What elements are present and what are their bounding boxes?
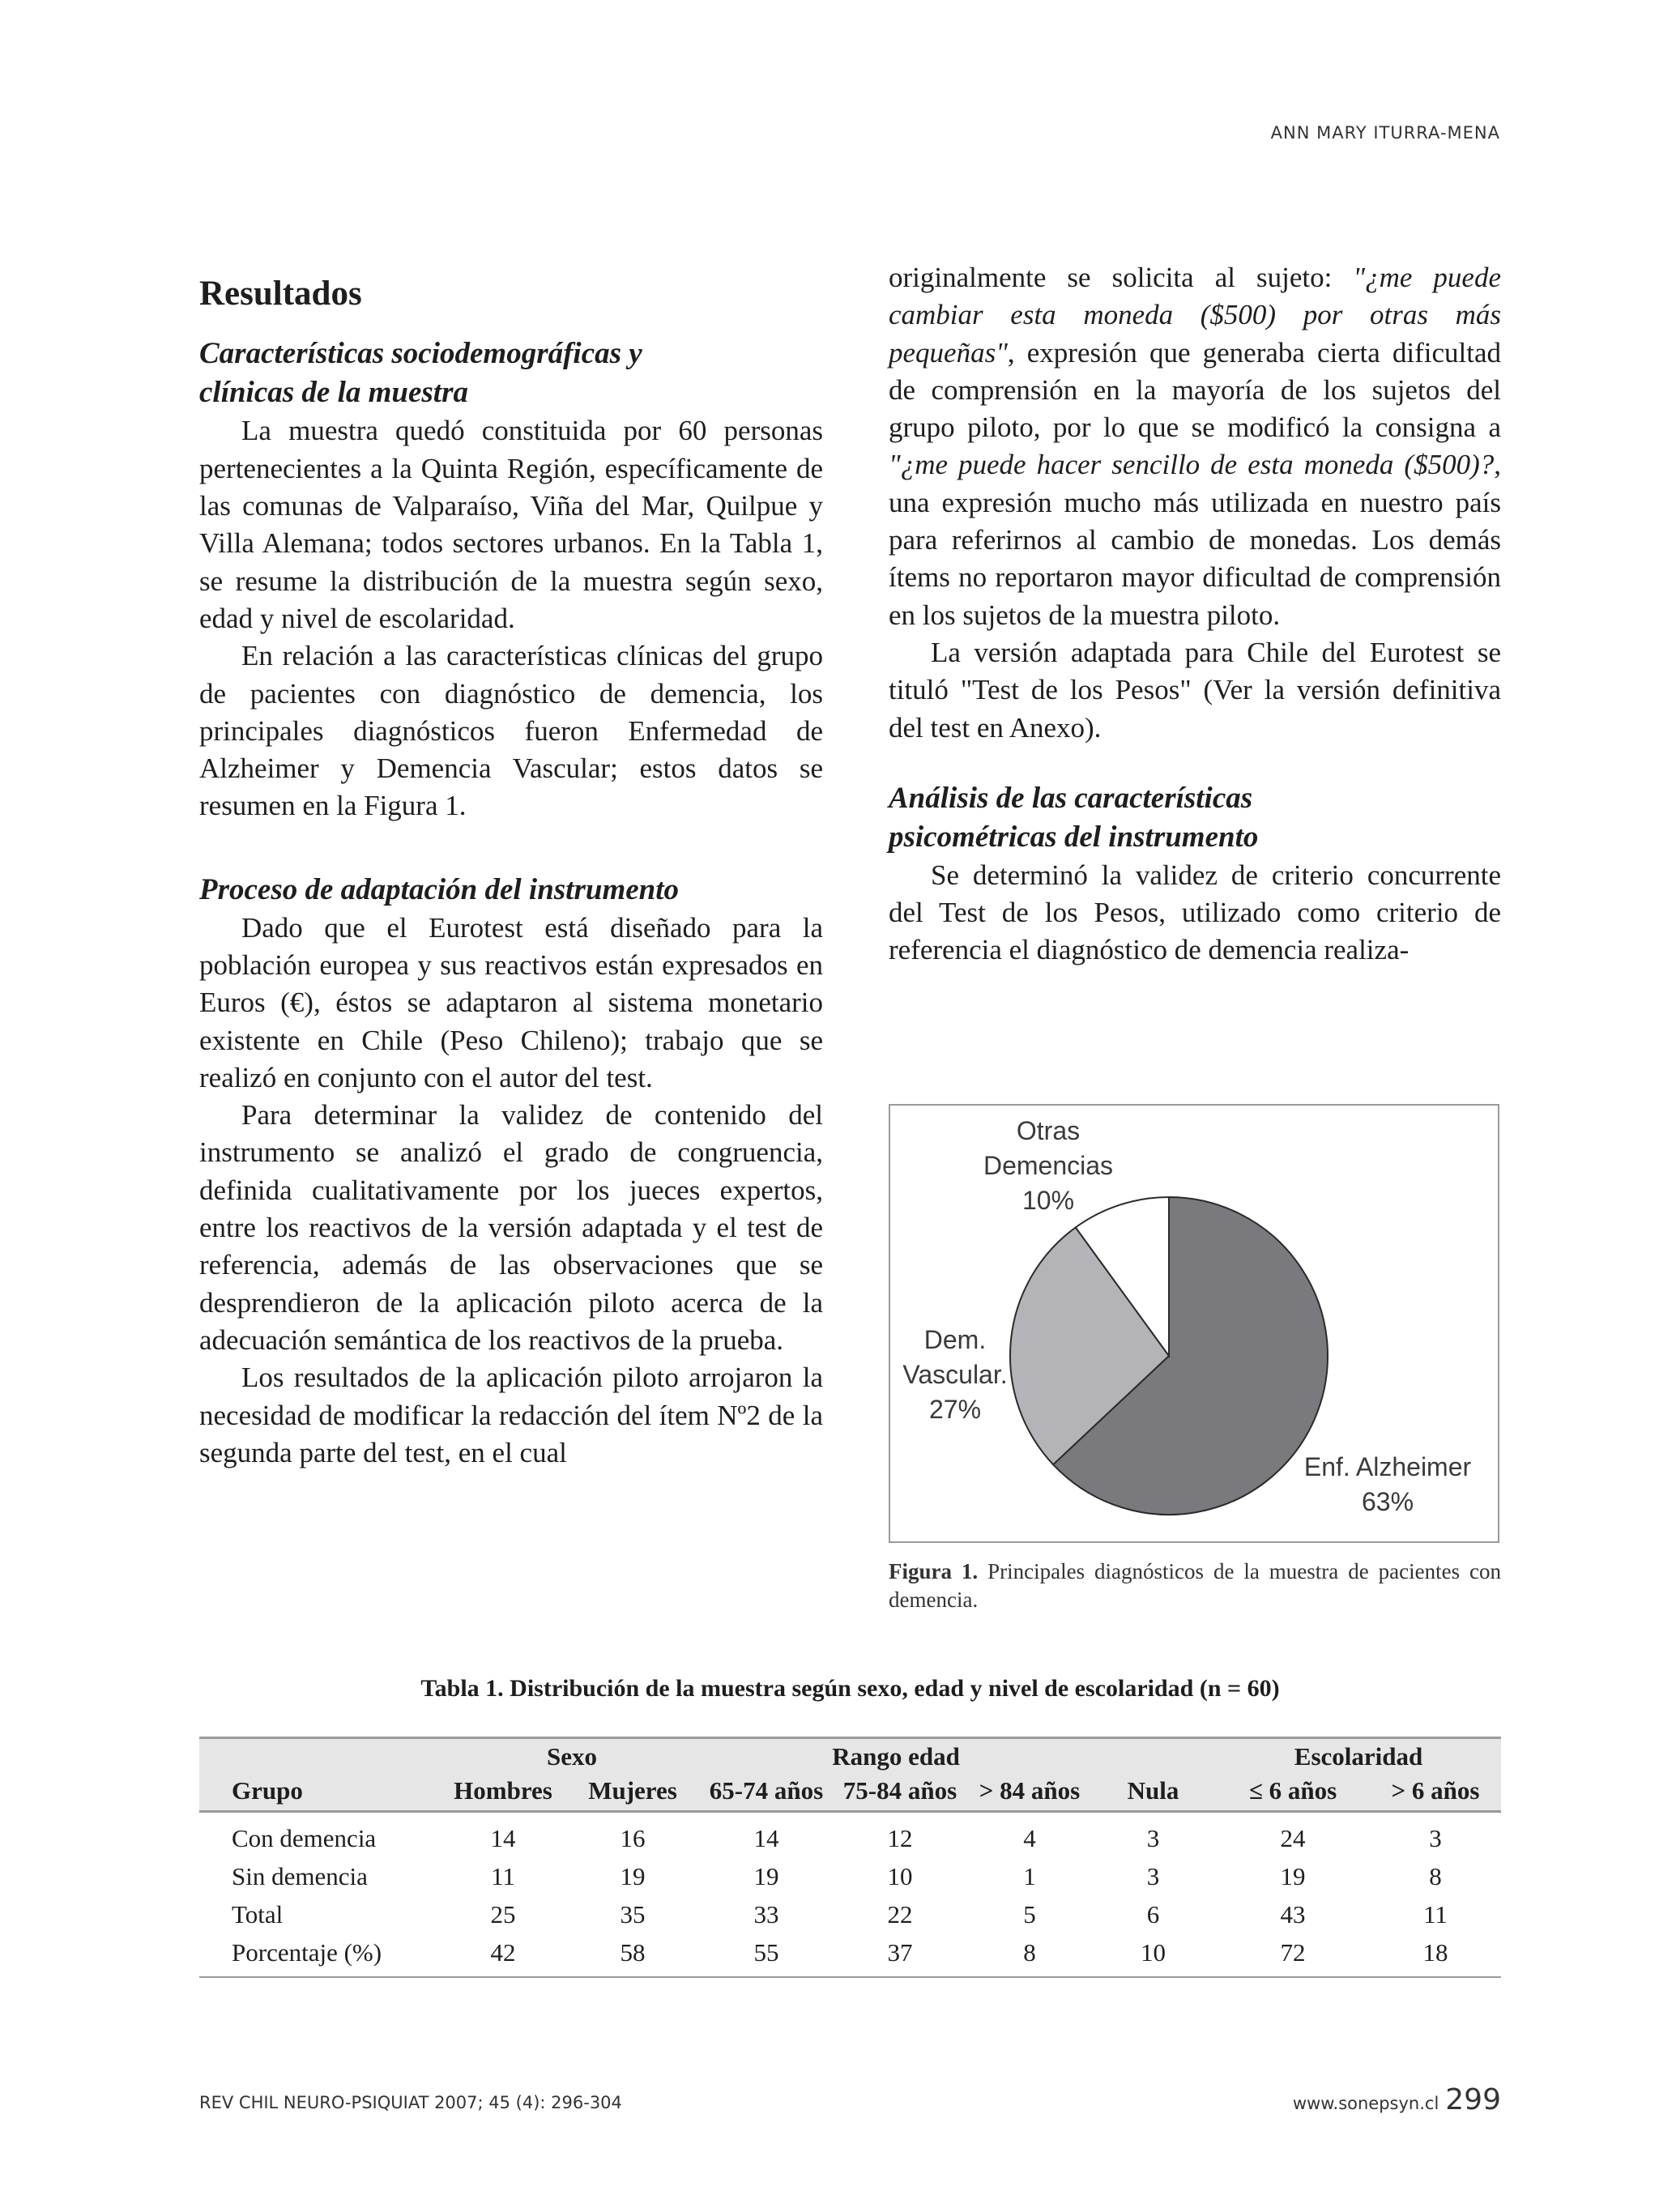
column-header: 65-74 años <box>702 1771 831 1812</box>
table-row <box>199 1812 1501 1858</box>
table-cell: 3 <box>1146 1823 1160 1852</box>
table-cell: 58 <box>564 1933 702 1977</box>
table-cell: 72 <box>1216 1933 1370 1977</box>
column-header: > 6 años <box>1370 1771 1501 1812</box>
pie-label-line: Enf. Alzheimer <box>1303 1452 1472 1481</box>
table-cell: 10 <box>1090 1933 1216 1977</box>
figure-caption-text: Principales diagnósticos de la muestra de pacientes con demencia. <box>889 1559 1501 1612</box>
paragraph: La versión adaptada para Chile del Eurotest se tituló "Test de los Pesos" (Ver la versión definitiva del test en Anexo). <box>889 636 1501 744</box>
table-row <box>199 1895 1501 1933</box>
text-run: originalmente se solicita al sujeto: <box>889 262 1354 293</box>
column-header: 75-84 años <box>831 1771 969 1812</box>
table-cell: 4 <box>1023 1823 1036 1852</box>
journal-citation: REV CHIL NEURO-PSIQUIAT 2007; 45 (4): 296-304 <box>199 2093 622 2112</box>
pie-chart-figure <box>889 1104 1499 1543</box>
table-cell: 16 <box>620 1823 646 1852</box>
table-cell: 55 <box>702 1933 831 1977</box>
table-cell: 3 <box>1146 1861 1160 1890</box>
table-cell: 14 <box>490 1823 516 1852</box>
pie-slice-label <box>902 1325 1007 1424</box>
subheading-line: Características sociodemográficas y <box>199 337 642 371</box>
table-cell: 14 <box>753 1823 779 1852</box>
table-cell: 11 <box>1423 1899 1448 1929</box>
figure-label: Figura 1. <box>889 1559 979 1583</box>
table-cell: 11 <box>491 1861 515 1890</box>
paragraph: La muestra quedó constituida por 60 personas pertenecientes a la Quinta Región, específicamente de las comunas de Valparaíso, Viña del Mar, Quilpue y Villa Alemana; todos sectores urbanos. En la Tabla 1, se resume la distribución de la muestra según sexo, edad y nivel de escolaridad. <box>199 415 823 634</box>
table-span-header-row <box>199 1738 1501 1772</box>
quoted-phrase: "¿me puede cambiar esta moneda ($500) por otras más pequeñas" <box>889 262 1502 369</box>
data-table <box>199 1737 1501 1978</box>
table-cell: 35 <box>620 1899 646 1929</box>
column-header: Hombres <box>442 1771 564 1812</box>
header-grupo: Grupo <box>199 1771 442 1812</box>
header-span-escolaridad: Escolaridad <box>1216 1738 1501 1772</box>
pie-label-line: 63% <box>1361 1487 1414 1516</box>
table-cell: 22 <box>887 1899 913 1929</box>
column-header: > 84 años <box>969 1771 1090 1812</box>
table-row <box>199 1933 1501 1977</box>
table-cell: 8 <box>1429 1861 1442 1890</box>
row-label: Con demencia <box>232 1823 377 1852</box>
table-cell: 8 <box>969 1933 1090 1977</box>
text-run: , expresión que generaba cierta dificultad de comprensión en la mayoría de los sujetos del grupo piloto, por lo que se modificó la consigna a <box>889 336 1501 444</box>
footer-right <box>1215 2083 1501 2116</box>
subheading-psychometrics <box>889 779 1501 857</box>
pie-chart <box>890 1106 1498 1541</box>
table-cell: 18 <box>1370 1933 1501 1977</box>
column-header: ≤ 6 años <box>1216 1771 1370 1812</box>
table-cell: 43 <box>1280 1899 1306 1929</box>
paragraph <box>889 259 1501 634</box>
table-cell: 5 <box>1023 1899 1036 1929</box>
row-label: Porcentaje (%) <box>199 1933 442 1977</box>
paragraph: Para determinar la validez de contenido del instrumento se analizó el grado de congruencia, definida cualitativamente por los jueces expertos, entre los reactivos de la versión adaptada y el test de referencia, además de las observaciones que se desprendieron de la aplicación piloto acerca de la adecuación semántica de los reactivos de la prueba. <box>199 1099 823 1356</box>
table-title: Tabla 1. Distribución de la muestra según sexo, edad y nivel de escolaridad (n = 60) <box>420 1675 1280 1702</box>
pie-label-line: Demencias <box>983 1151 1114 1180</box>
page-number: 299 <box>1445 2083 1501 2116</box>
journal-url: www.sonepsyn.cl <box>1292 2094 1439 2113</box>
quoted-phrase: "¿me puede hacer sencillo de esta moneda ($500)? <box>889 449 1495 481</box>
paragraph: En relación a las características clínicas del grupo de pacientes con diagnóstico de demencia, los principales diagnósticos fueron Enfermedad de Alzheimer y Demencia Vascular; estos datos se resumen en la Figura 1. <box>199 640 823 822</box>
paragraph: Los resultados de la aplicación piloto arrojaron la necesidad de modificar la redacción del ítem Nº2 de la segunda parte del test, en el cual <box>199 1362 823 1468</box>
table-cell: 24 <box>1280 1823 1306 1852</box>
right-column <box>889 259 1501 970</box>
running-head: ANN MARY ITURRA-MENA <box>1270 123 1500 143</box>
paragraph: Se determinó la validez de criterio concurrente del Test de los Pesos, utilizado como criterio de referencia el diagnóstico de demencia realiza- <box>889 859 1501 966</box>
table-cell: 3 <box>1429 1823 1442 1852</box>
pie-label-line: 27% <box>928 1395 982 1424</box>
table-cell: 19 <box>753 1861 779 1890</box>
column-header: Mujeres <box>564 1771 702 1812</box>
table-cell: 19 <box>1280 1861 1306 1890</box>
table-cell: 1 <box>1023 1861 1036 1890</box>
table-cell: 42 <box>442 1933 564 1977</box>
header-span-rango-edad: Rango edad <box>702 1738 1090 1772</box>
table-cell: 12 <box>887 1823 913 1852</box>
table-cell: 19 <box>620 1861 646 1890</box>
pie-label-line: 10% <box>1021 1186 1075 1215</box>
table-column-header-row <box>199 1771 1501 1812</box>
subheading-line: clínicas de la muestra <box>199 376 468 410</box>
table-row <box>199 1857 1501 1895</box>
pie-label-line: Otras <box>1016 1116 1081 1145</box>
paragraph: Dado que el Eurotest está diseñado para la población europea y sus reactivos están expresados en Euros (€), éstos se adaptaron al sistema monetario existente en Chile (Peso Chileno); trabajo que se realizó en conjunto con el autor del test. <box>199 911 823 1093</box>
section-title: Resultados <box>199 275 362 313</box>
subheading-line: Análisis de las características <box>889 781 1253 815</box>
table-cell: 25 <box>490 1899 516 1929</box>
table-cell: 10 <box>887 1861 913 1890</box>
column-header: Nula <box>1090 1771 1216 1812</box>
header-span-sexo: Sexo <box>442 1738 702 1772</box>
pie-slice-label <box>1304 1452 1472 1516</box>
text-run: , una expresión mucho más utilizada en nuestro país para referirnos al cambio de monedas. Los demás ítems no reportaron mayor dificultad de comprensión en los sujetos de la muestra piloto. <box>889 449 1501 631</box>
subheading-line: psicométricas del instrumento <box>889 820 1259 854</box>
pie-label-line: Vascular. <box>902 1360 1008 1389</box>
table-cell: 33 <box>753 1899 779 1929</box>
table-cell: 6 <box>1146 1899 1160 1929</box>
row-label: Sin demencia <box>232 1861 368 1890</box>
subheading-sociodemographic <box>199 335 823 412</box>
pie-slice-label <box>983 1116 1113 1215</box>
figure-caption <box>889 1558 1501 1614</box>
subheading-adaptation: Proceso de adaptación del instrumento <box>199 872 679 906</box>
pie-label-line: Dem. <box>923 1325 987 1354</box>
left-column <box>199 259 823 1472</box>
row-label: Total <box>232 1899 284 1929</box>
table-cell: 37 <box>831 1933 969 1977</box>
